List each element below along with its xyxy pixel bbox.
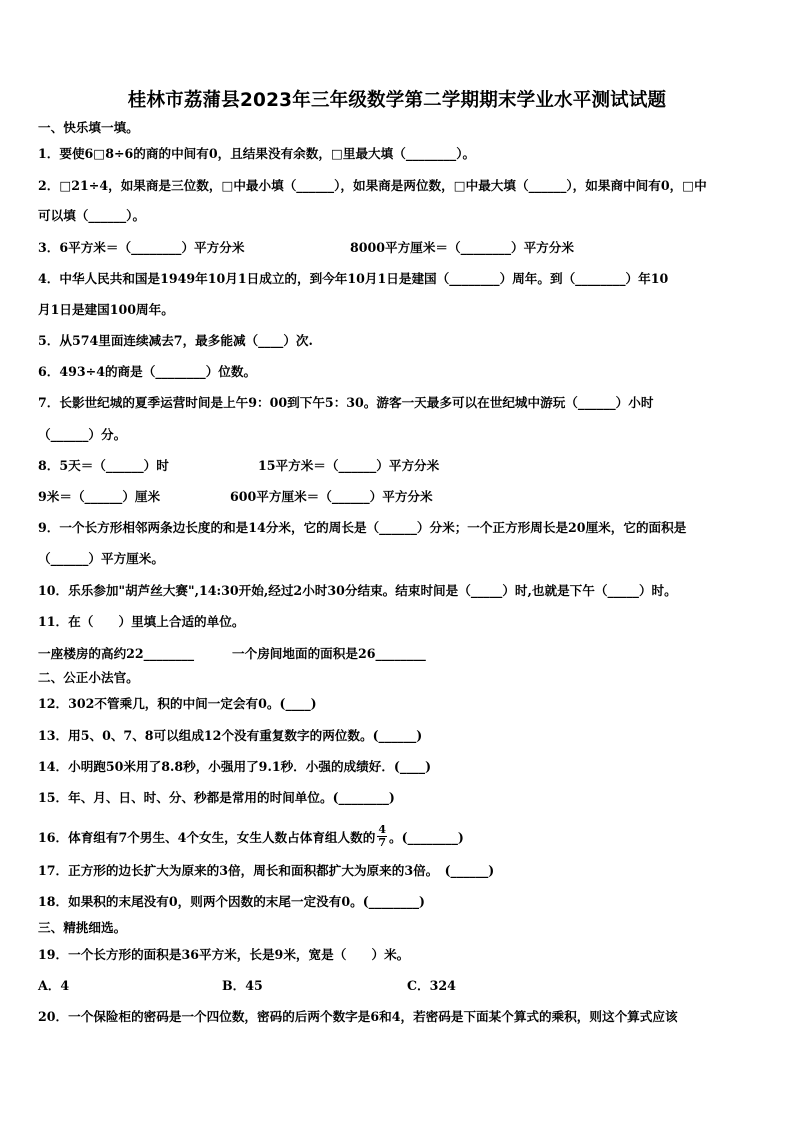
- question-20: 20．一个保险柜的密码是一个四位数，密码的后两个数字是6和4，若密码是下面某个算式的乘积，则这个算式应该: [38, 1009, 678, 1024]
- question-1: 1．要使6□8÷6的商的中间有0，且结果没有余数，□里最大填（________）。: [38, 146, 476, 161]
- section-heading: 三、精挑细选。: [38, 920, 127, 935]
- question-18: 18．如果积的末尾没有0，则两个因数的末尾一定没有0。(________): [38, 894, 425, 909]
- question-9-cont: （______）平方厘米。: [38, 551, 164, 566]
- question-2: 2．□21÷4，如果商是三位数，□中最小填（______），如果商是两位数，□中最大填（______），如果商中间有0，□中: [38, 178, 707, 193]
- question-2-cont: 可以填（______）。: [38, 208, 146, 223]
- question-15: 15．年、月、日、时、分、秒都是常用的时间单位。(________): [38, 790, 395, 805]
- option-c: C．324: [407, 978, 456, 993]
- question-16: [38, 823, 464, 851]
- question-11a: 一座楼房的高约22________: [38, 646, 195, 661]
- section-heading: 一、快乐填一填。: [38, 120, 139, 135]
- question-16-text: 16．体育组有7个男生、4个女生，女生人数占体育组人数的: [38, 830, 376, 845]
- question-10: 10．乐乐参加"胡芦丝大赛",14:30开始,经过2小时30分结束。结束时间是（_____）时,也就是下午（_____）时。: [38, 583, 677, 598]
- section-heading: 二、公正小法官。: [38, 670, 139, 685]
- question-8c: 9米＝（______）厘米: [38, 489, 161, 504]
- question-6: 6．493÷4的商是（________）位数。: [38, 364, 257, 379]
- question-4-cont: 月1日是建国100周年。: [38, 302, 174, 317]
- question-3a: 3．6平方米＝（________）平方分米: [38, 240, 245, 255]
- question-8a: 8．5天＝（______）时: [38, 458, 169, 473]
- question-7: 7．长影世纪城的夏季运营时间是上午9：00到下午5：30。游客一天最多可以在世纪城中游玩（______）小时: [38, 395, 654, 410]
- fraction-numerator: 4: [378, 823, 386, 836]
- question-5: 5．从574里面连续减去7，最多能减（____）次.: [38, 333, 313, 348]
- question-11: 11．在（ ）里填上合适的单位。: [38, 614, 245, 629]
- question-13: 13．用5、0、7、8可以组成12个没有重复数字的两位数。(______): [38, 728, 423, 743]
- question-19: 19．一个长方形的面积是36平方米，长是9米，宽是（ ）米。: [38, 947, 410, 962]
- question-3b: 8000平方厘米＝（________）平方分米: [350, 240, 574, 255]
- question-12: 12．302不管乘几，积的中间一定会有0。(____): [38, 696, 317, 711]
- fraction-denominator: 7: [378, 836, 386, 849]
- question-11b: 一个房间地面的面积是26________: [232, 646, 426, 661]
- question-4: 4．中华人民共和国是1949年10月1日成立的，到今年10月1日是建国（________）周年。到（________）年10: [38, 271, 669, 286]
- question-9: 9．一个长方形相邻两条边长度的和是14分米，它的周长是（______）分米；一个正方形周长是20厘米，它的面积是: [38, 520, 687, 535]
- question-17: 17．正方形的边长扩大为原来的3倍，周长和面积都扩大为原来的3倍。 (______): [38, 863, 495, 878]
- question-8d: 600平方厘米＝（______）平方分米: [230, 489, 433, 504]
- page-title: 桂林市荔蒲县2023年三年级数学第二学期期末学业水平测试试题: [127, 90, 667, 111]
- question-14: 14．小明跑50米用了8.8秒，小强用了9.1秒．小强的成绩好．(____): [38, 759, 432, 774]
- fraction: [377, 824, 387, 849]
- option-b: B．45: [222, 978, 263, 993]
- question-16-blank: 。(________): [388, 830, 464, 845]
- option-a: A．4: [38, 978, 70, 993]
- question-8b: 15平方米＝（______）平方分米: [258, 458, 440, 473]
- question-7-cont: （______）分。: [38, 427, 127, 442]
